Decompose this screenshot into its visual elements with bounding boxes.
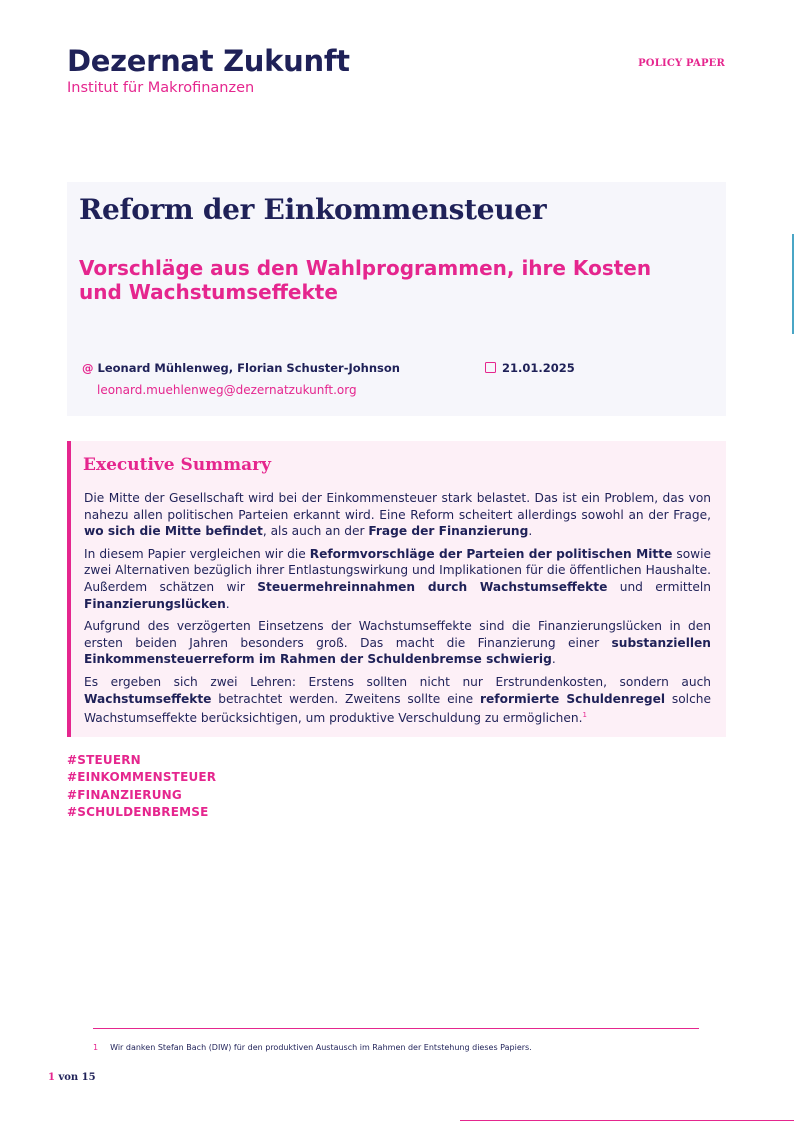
footnote xyxy=(93,1043,532,1052)
summary-paragraph: Es ergeben sich zwei Lehren: Erstens sollten nicht nur Erstrundenkosten, sondern auch Wachstumseffekte betrachtet werden. Zweitens sollte eine reformierte Schuldenregel solche Wachstumseffekte berücksichtigen, um produktive Verschuldung zu ermöglichen.$^1$ xyxy=(84,674,711,726)
tag-einkommensteuer[interactable]: #EINKOMMENSTEUER xyxy=(67,770,217,785)
page-number xyxy=(48,1072,96,1083)
current-page: 1 xyxy=(48,1072,55,1083)
summary-heading: Executive Summary xyxy=(83,455,272,475)
brand-name: Dezernat Zukunft xyxy=(67,44,350,78)
summary-paragraph: In diesem Papier vergleichen wir die Reformvorschläge der Parteien der politischen Mitte sowie zwei Alternativen bezüglich ihrer Entlastungswirkung und Implikationen für die öffentlichen Haushalte. Außerdem schätzen wir Steuermehreinnahmen durch Wachstumseffekte und ermitteln Finanzierungslücken. xyxy=(84,546,712,611)
authors xyxy=(82,361,400,375)
brand-logo xyxy=(67,44,350,97)
footnote-number: 1 xyxy=(93,1043,99,1052)
tag-list xyxy=(67,752,216,821)
summary-body xyxy=(84,490,711,733)
calendar-icon xyxy=(485,362,496,373)
brand-subtitle: Institut für Makrofinanzen xyxy=(67,80,255,96)
tag-schuldenbremse[interactable]: #SCHULDENBREMSE xyxy=(67,804,209,819)
footnote-text: Wir danken Stefan Bach (DIW) für den produktiven Austausch im Rahmen der Entstehung dieses Papiers. xyxy=(110,1043,532,1052)
bottom-divider xyxy=(460,1120,794,1121)
tag-finanzierung[interactable]: #FINANZIERUNG xyxy=(67,787,182,802)
page-total: von 15 xyxy=(58,1072,96,1083)
title-block xyxy=(67,182,726,416)
page-subtitle: Vorschläge aus den Wahlprogrammen, ihre Kosten und Wachstumseffekte xyxy=(79,256,652,304)
summary-paragraph: Die Mitte der Gesellschaft wird bei der Einkommensteuer stark belastet. Das ist ein Problem, das von nahezu allen politischen Parteien erkannt wird. Eine Reform scheitert allerdings sowohl an der Frage, wo sich die Mitte befindet, als auch an der Frage der Finanzierung. xyxy=(84,491,711,539)
publication-date xyxy=(485,361,575,375)
footnote-divider xyxy=(93,1028,699,1029)
summary-paragraph: Aufgrund des verzögerten Einsetzens der Wachstumseffekte sind die Finanzierungslücken in den ersten beiden Jahren besonders groß. Das macht die Finanzierung einer substanziellen Einkommensteuerreform im Rahmen der Schuldenbremse schwierig. xyxy=(84,619,711,667)
executive-summary xyxy=(67,441,726,737)
footnote-reference[interactable]: 1 xyxy=(582,711,587,720)
date-text: 21.01.2025 xyxy=(502,361,575,375)
authors-text: Leonard Mühlenweg, Florian Schuster-Johnson xyxy=(97,361,400,375)
author-email-link[interactable]: leonard.muehlenweg@dezernatzukunft.org xyxy=(97,383,357,397)
page-title: Reform der Einkommensteuer xyxy=(79,193,547,226)
document-type-label: POLICY PAPER xyxy=(638,58,725,69)
tag-steuern[interactable]: #STEUERN xyxy=(67,753,141,767)
at-icon: @ xyxy=(82,361,94,375)
